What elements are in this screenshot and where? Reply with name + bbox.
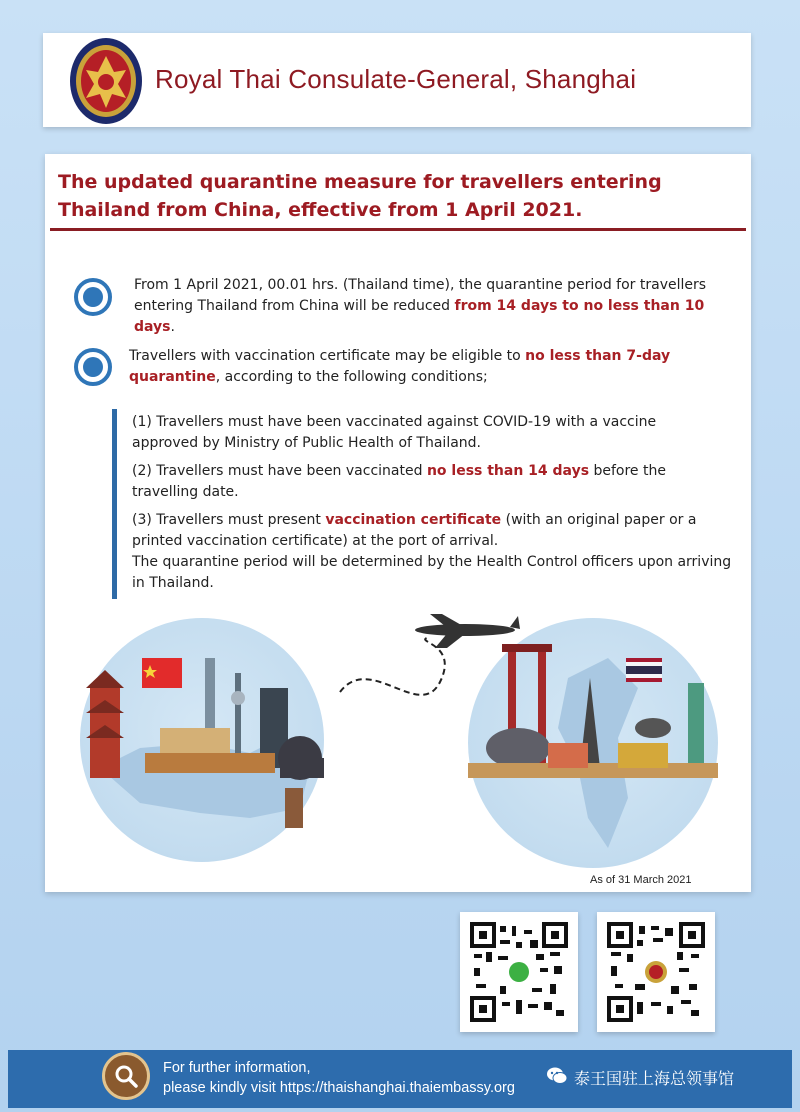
qr-code-icon <box>470 922 568 1022</box>
condition-3-text: (3) Travellers must present <box>132 512 326 528</box>
as-of-date: As of 31 March 2021 <box>590 874 692 886</box>
point-1-highlight: from 14 days to no less than 10 days <box>134 298 705 335</box>
condition-2-end: before the travelling date. <box>132 463 666 500</box>
qr-code-icon <box>607 922 705 1022</box>
point-2-highlight: no less than 7-day quarantine <box>129 348 671 385</box>
point-1 <box>134 275 734 338</box>
point-1-text: From 1 April 2021, 00.01 hrs. (Thailand time), the quarantine period for travellers entering Thailand from China will be reduced <box>134 277 707 314</box>
footer-line-2[interactable]: please kindly visit https://thaishanghai.thaiembassy.org <box>163 1080 515 1096</box>
condition-3-end: (with an original paper or a printed vaccination certificate) at the port of arrival. <box>132 512 697 549</box>
headline-divider <box>50 228 746 231</box>
headline-line-1: The updated quarantine measure for travellers entering <box>58 171 662 193</box>
condition-3-highlight: vaccination certificate <box>325 512 502 528</box>
condition-3-note: The quarantine period will be determined by the Health Control officers upon arriving in Thailand. <box>132 554 732 591</box>
consulate-seal-icon <box>68 36 144 126</box>
search-icon <box>102 1052 150 1100</box>
conditions-bar <box>112 409 117 599</box>
point-1-end: . <box>170 319 175 335</box>
china-skyline <box>80 618 330 862</box>
footer-info <box>163 1058 515 1098</box>
bullet-icon <box>74 348 112 386</box>
condition-2-text: (2) Travellers must have been vaccinated <box>132 463 427 479</box>
headline-line-2: Thailand from China, effective from 1 April 2021. <box>58 199 583 221</box>
wechat-icon <box>546 1066 568 1086</box>
thailand-skyline <box>468 618 718 868</box>
footer-line-1: For further information, <box>163 1060 311 1076</box>
point-2-end: , according to the following conditions; <box>215 369 488 385</box>
headline <box>58 168 748 224</box>
consulate-qr-card <box>597 912 715 1032</box>
condition-3 <box>132 510 722 552</box>
point-2-text: Travellers with vaccination certificate may be eligible to <box>129 348 526 364</box>
condition-2 <box>132 461 692 503</box>
wechat-account-name: 泰王国驻上海总领事馆 <box>574 1069 735 1088</box>
condition-1: (1) Travellers must have been vaccinated against COVID-19 with a vaccine approved by Ministry of Public Health of Thailand. <box>132 414 657 451</box>
condition-2-highlight: no less than 14 days <box>426 463 590 479</box>
point-2 <box>129 346 729 388</box>
bullet-icon <box>74 278 112 316</box>
header-title: Royal Thai Consulate-General, Shanghai <box>155 64 637 94</box>
wechat-qr-card <box>460 912 578 1032</box>
thailand-flag-icon <box>626 658 662 682</box>
